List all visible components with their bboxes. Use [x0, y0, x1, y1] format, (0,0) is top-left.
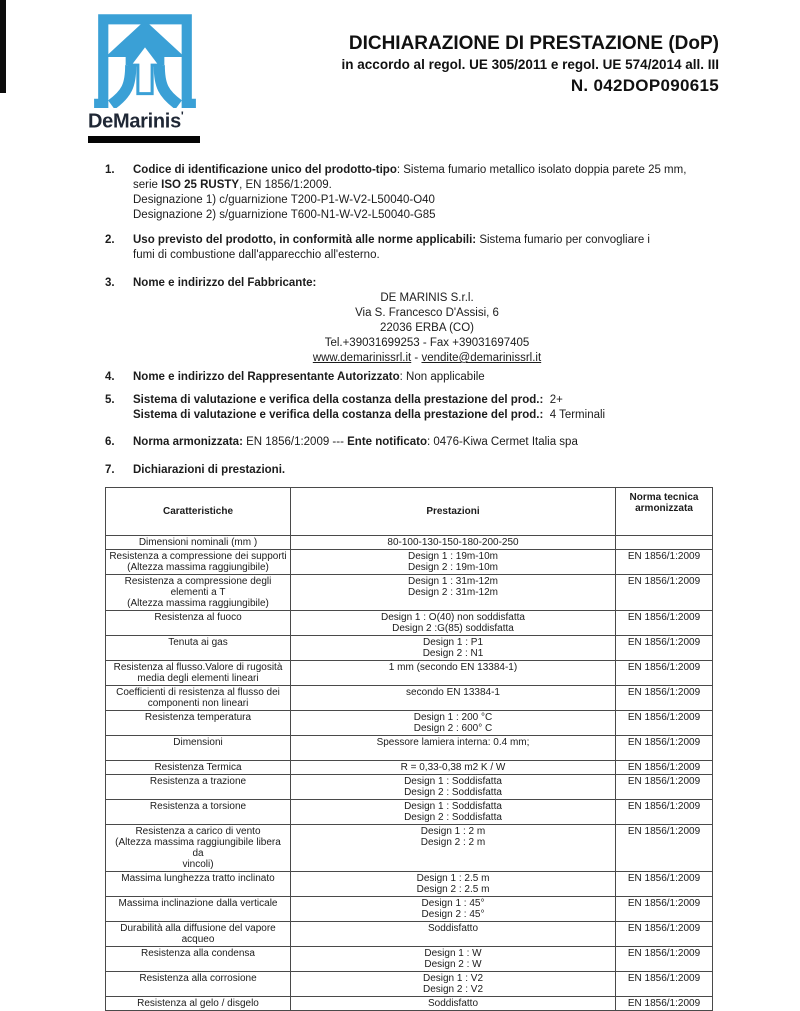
table-header-row — [106, 488, 713, 536]
brand-name: DeMarinis' — [88, 109, 184, 133]
manufacturer-city: 22036 ERBA (CO) — [380, 322, 474, 334]
cell-norma: EN 1856/1:2009 — [616, 636, 713, 661]
cell-caratteristica: Resistenza alla condensa — [106, 947, 291, 972]
cell-norma: EN 1856/1:2009 — [616, 947, 713, 972]
table-row — [106, 636, 713, 661]
cell-prestazione: Design 1 : V2 Design 2 : V2 — [291, 972, 616, 997]
cell-prestazione: Design 1 : 45° Design 2 : 45° — [291, 897, 616, 922]
cell-norma: EN 1856/1:2009 — [616, 825, 713, 872]
item-1-label: Codice di identificazione unico del prodotto-tipo — [133, 164, 397, 176]
cell-caratteristica: Resistenza a compressione dei supporti (Altezza massima raggiungibile) — [106, 550, 291, 575]
cell-caratteristica: Resistenza temperatura — [106, 711, 291, 736]
table-row — [106, 897, 713, 922]
header-caratteristiche: Caratteristiche — [106, 488, 291, 536]
item-7-label: Dichiarazioni di prestazioni. — [133, 464, 286, 476]
item-4-authorized-representative: 4. Nome e indirizzo del Rappresentante Autorizzato: Non applicabile — [105, 371, 485, 383]
cell-caratteristica: Dimensioni — [106, 736, 291, 761]
manufacturer-phone: Tel.+39031699253 - Fax +39031697405 — [324, 337, 530, 349]
brand-mark: ' — [180, 109, 184, 123]
cell-norma: EN 1856/1:2009 — [616, 997, 713, 1011]
cell-caratteristica: Resistenza alla corrosione — [106, 972, 291, 997]
cell-prestazione: secondo EN 13384-1 — [291, 686, 616, 711]
cell-prestazione: Design 1 : O(40) non soddisfatta Design 2 :G(85) soddisfatta — [291, 611, 616, 636]
document-title: DICHIARAZIONE DI PRESTAZIONE (DoP) — [348, 33, 719, 54]
avcp-value-2: 4 Terminali — [549, 409, 606, 421]
table-row — [106, 997, 713, 1011]
table-body — [106, 536, 713, 1011]
document-subtitle: in accordo al regol. UE 305/2011 e regol. UE 574/2014 all. III — [341, 57, 719, 72]
cell-caratteristica: Massima lunghezza tratto inclinato — [106, 872, 291, 897]
table-row — [106, 575, 713, 611]
item-number: 6. — [105, 436, 115, 448]
item-1-product-code: 1. Codice di identificazione unico del prodotto-tipo: Sistema fumario metallico isolato doppia parete 25 mm, serie ISO 25 RUSTY, EN 1856/1:2009. Designazione 1) c/guarnizione T200-P1-W-V2-L50040-O40 Designazione 2) s/guarnizione T600-N1-W-V2-L50040-G85 — [105, 163, 721, 223]
item-number: 2. — [105, 234, 115, 246]
email-link[interactable]: vendite@demarinissrl.it — [421, 352, 542, 364]
table-row — [106, 661, 713, 686]
chimney-arrow-logo-icon — [88, 6, 202, 108]
item-1-value: : Sistema fumario metallico isolato doppia parete 25 mm, — [396, 164, 687, 176]
item-2-label: Uso previsto del prodotto, in conformità alle norme applicabili: — [133, 234, 477, 246]
table-row — [106, 825, 713, 872]
company-logo — [88, 6, 202, 143]
cell-norma: EN 1856/1:2009 — [616, 972, 713, 997]
cell-caratteristica: Resistenza a carico di vento (Altezza massima raggiungibile libera da vincoli) — [106, 825, 291, 872]
table-row — [106, 711, 713, 736]
cell-norma: EN 1856/1:2009 — [616, 922, 713, 947]
item-4-label: Nome e indirizzo del Rappresentante Autorizzato — [133, 371, 400, 383]
cell-prestazione: Design 1 : 200 °C Design 2 : 600° C — [291, 711, 616, 736]
cell-caratteristica: Resistenza a compressione degli elementi a T (Altezza massima raggiungibile) — [106, 575, 291, 611]
cell-norma: EN 1856/1:2009 — [616, 661, 713, 686]
cell-norma: EN 1856/1:2009 — [616, 611, 713, 636]
cell-caratteristica: Durabilità alla diffusione del vapore acqueo — [106, 922, 291, 947]
cell-prestazione: 80-100-130-150-180-200-250 — [291, 536, 616, 550]
cell-caratteristica: Tenuta ai gas — [106, 636, 291, 661]
cell-norma — [616, 536, 713, 550]
item-7-declared-performance — [105, 463, 721, 478]
item-2-intended-use: 2. Uso previsto del prodotto, in conformità alle norme applicabili: Sistema fumario per convogliare i fumi di combustione dall'apparecchio all'esterno. — [105, 234, 650, 261]
scan-artifact-strip — [0, 0, 6, 93]
table-row — [106, 872, 713, 897]
cell-prestazione: Spessore lamiera interna: 0.4 mm; — [291, 736, 616, 761]
table-row — [106, 550, 713, 575]
item-number: 3. — [105, 277, 115, 289]
item-number: 4. — [105, 371, 115, 383]
document-number: N. 042DOP090615 — [570, 76, 719, 95]
standard-label: Norma armonizzata: — [133, 436, 243, 448]
cell-norma: EN 1856/1:2009 — [616, 711, 713, 736]
designation-2: Designazione 2) s/guarnizione T600-N1-W-V2-L50040-G85 — [133, 209, 436, 221]
cell-prestazione: R = 0,33-0,38 m2 K / W — [291, 761, 616, 775]
cell-norma: EN 1856/1:2009 — [616, 550, 713, 575]
table-row — [106, 775, 713, 800]
avcp-value-1: 2+ — [549, 394, 563, 406]
cell-prestazione: Design 1 : 19m-10m Design 2 : 19m-10m — [291, 550, 616, 575]
table-row — [106, 922, 713, 947]
notified-body-value: : 0476-Kiwa Cermet Italia spa — [427, 436, 578, 448]
brand-underline-bar — [88, 136, 200, 143]
cell-norma: EN 1856/1:2009 — [616, 575, 713, 611]
table-row — [106, 972, 713, 997]
cell-norma: EN 1856/1:2009 — [616, 872, 713, 897]
cell-prestazione: 1 mm (secondo EN 13384-1) — [291, 661, 616, 686]
cell-caratteristica: Resistenza a torsione — [106, 800, 291, 825]
table-row — [106, 947, 713, 972]
cell-prestazione: Design 1 : 31m-12m Design 2 : 31m-12m — [291, 575, 616, 611]
cell-prestazione: Design 1 : Soddisfatta Design 2 : Soddisfatta — [291, 800, 616, 825]
table-row — [106, 800, 713, 825]
document-body — [105, 163, 721, 1011]
cell-norma: EN 1856/1:2009 — [616, 736, 713, 761]
item-number: 1. — [105, 164, 115, 176]
cell-caratteristica: Resistenza al flusso.Valore di rugosità media degli elementi lineari — [106, 661, 291, 686]
table-row — [106, 686, 713, 711]
table-row — [106, 611, 713, 636]
cell-prestazione: Design 1 : W Design 2 : W — [291, 947, 616, 972]
cell-caratteristica: Dimensioni nominali (mm ) — [106, 536, 291, 550]
item-5-avcp-system: 5. Sistema di valutazione e verifica della costanza della prestazione del prod.: 2+ Sistema di valutazione e verifica della costanza della prestazione del prod.: 4 Terminali — [105, 394, 606, 421]
cell-caratteristica: Resistenza al fuoco — [106, 611, 291, 636]
item-3-manufacturer — [105, 276, 721, 366]
table-row — [106, 536, 713, 550]
designation-1: Designazione 1) c/guarnizione T200-P1-W-V2-L50040-O40 — [133, 194, 435, 206]
header-norma-tecnica: Norma tecnica armonizzata — [616, 488, 713, 536]
manufacturer-name: DE MARINIS S.r.l. — [380, 292, 474, 304]
website-link[interactable]: www.demarinissrl.it — [312, 352, 412, 364]
cell-caratteristica: Resistenza a trazione — [106, 775, 291, 800]
cell-caratteristica: Coefficienti di resistenza al flusso dei componenti non lineari — [106, 686, 291, 711]
performance-table — [105, 487, 713, 1011]
cell-caratteristica: Resistenza al gelo / disgelo — [106, 997, 291, 1011]
notified-body-label: Ente notificato — [347, 436, 427, 448]
cell-prestazione: Soddisfatto — [291, 922, 616, 947]
item-3-label: Nome e indirizzo del Fabbricante: — [133, 277, 317, 289]
item-number: 5. — [105, 394, 115, 406]
table-row — [106, 761, 713, 775]
item-number: 7. — [105, 464, 115, 476]
series-name: ISO 25 RUSTY — [161, 179, 240, 191]
cell-norma: EN 1856/1:2009 — [616, 800, 713, 825]
item-6-harmonized-standard: 6. Norma armonizzata: EN 1856/1:2009 --- Ente notificato: 0476-Kiwa Cermet Italia spa — [105, 436, 578, 448]
manufacturer-street: Via S. Francesco D'Assisi, 6 — [355, 307, 499, 319]
cell-norma: EN 1856/1:2009 — [616, 775, 713, 800]
cell-prestazione: Soddisfatto — [291, 997, 616, 1011]
manufacturer-contacts: www.demarinissrl.it - vendite@demarinissrl.it — [312, 352, 542, 364]
cell-prestazione: Design 1 : Soddisfatta Design 2 : Soddisfatta — [291, 775, 616, 800]
cell-prestazione: Design 1 : P1 Design 2 : N1 — [291, 636, 616, 661]
cell-caratteristica: Massima inclinazione dalla verticale — [106, 897, 291, 922]
cell-norma: EN 1856/1:2009 — [616, 897, 713, 922]
cell-prestazione: Design 1 : 2.5 m Design 2 : 2.5 m — [291, 872, 616, 897]
header-prestazioni: Prestazioni — [291, 488, 616, 536]
cell-norma: EN 1856/1:2009 — [616, 761, 713, 775]
document-header — [342, 33, 719, 96]
cell-norma: EN 1856/1:2009 — [616, 686, 713, 711]
cell-caratteristica: Resistenza Termica — [106, 761, 291, 775]
cell-prestazione: Design 1 : 2 m Design 2 : 2 m — [291, 825, 616, 872]
table-row — [106, 736, 713, 761]
